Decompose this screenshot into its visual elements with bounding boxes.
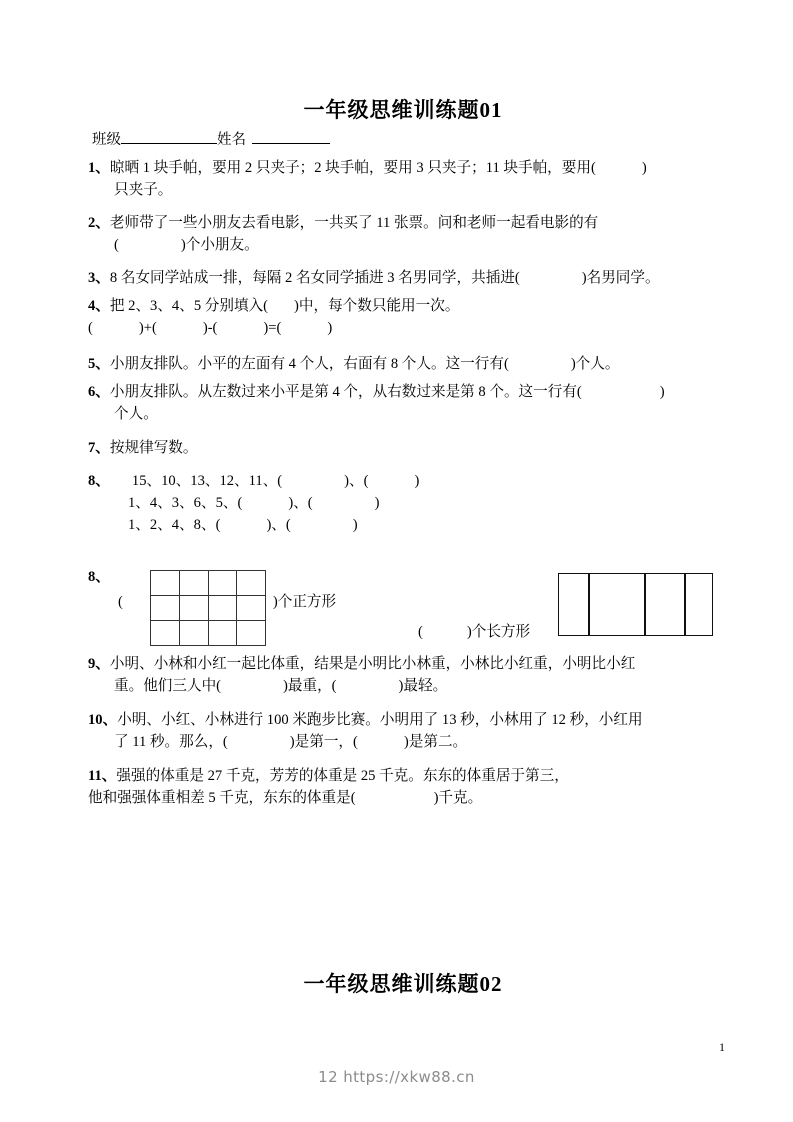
question-10-line1: 小明、小红、小林进行 100 米跑步比赛。小明用了 13 秒，小林用了 12 秒，小红用 bbox=[117, 712, 643, 728]
class-name-line bbox=[92, 128, 330, 149]
question-8-figures-number: 8、 bbox=[88, 569, 110, 585]
sequence-row-2-close: ) bbox=[374, 494, 380, 511]
question-8-sequences bbox=[88, 471, 720, 537]
question-4-equation bbox=[88, 318, 720, 340]
page-title-02: 一年级思维训练题02 bbox=[303, 972, 503, 996]
question-9-line2c: )最轻。 bbox=[398, 677, 448, 694]
question-4-line1: 把 2、3、4、5 分别填入( bbox=[109, 298, 269, 314]
question-8-number: 8、 bbox=[88, 473, 110, 489]
question-1 bbox=[88, 158, 720, 202]
sequence-row-3 bbox=[88, 515, 720, 537]
name-label: 姓名 bbox=[217, 132, 246, 148]
question-1-number: 1、 bbox=[88, 160, 110, 176]
question-10-line2a: 了 11 秒。那么，( bbox=[114, 733, 228, 750]
rectangle-count-grid bbox=[558, 573, 713, 636]
question-3-close: )名男同学。 bbox=[581, 270, 660, 286]
question-7-number: 7、 bbox=[88, 440, 110, 456]
sequence-row-2 bbox=[88, 493, 720, 515]
question-9-line2 bbox=[88, 676, 720, 698]
square-label-open: ( bbox=[118, 594, 123, 610]
watermark: 12 https://xkw88.cn bbox=[318, 1068, 475, 1086]
question-11-line2a: 他和强强体重相差 5 千克，东东的体重是( bbox=[88, 789, 356, 806]
question-6-line2: 个人。 bbox=[114, 405, 158, 422]
question-10-number: 10、 bbox=[88, 712, 118, 728]
question-5-close: )个人。 bbox=[570, 356, 620, 372]
question-2-line2 bbox=[88, 235, 720, 257]
question-4 bbox=[88, 296, 720, 340]
question-9 bbox=[88, 654, 720, 698]
question-2-close: )个小朋友。 bbox=[180, 236, 259, 253]
question-2-number: 2、 bbox=[88, 215, 110, 231]
page-title-01: 一年级思维训练题01 bbox=[303, 98, 503, 122]
square-label-close: )个正方形 bbox=[272, 594, 337, 610]
rectangle-count-label bbox=[418, 620, 530, 641]
question-2-open-paren: ( bbox=[114, 236, 119, 253]
question-9-line2a: 重。他们三人中( bbox=[114, 677, 222, 694]
sequence-row-3-close: ) bbox=[352, 516, 358, 533]
eq-close: ) bbox=[327, 319, 333, 336]
sequence-row-3-mid: )、( bbox=[266, 516, 291, 533]
question-1-line1: 晾晒 1 块手帕，要用 2 只夹子；2 块手帕，要用 3 只夹子；11 块手帕，要用( bbox=[109, 160, 596, 176]
eq-equals: )=( bbox=[263, 319, 282, 336]
question-6-number: 6、 bbox=[88, 384, 110, 400]
question-11 bbox=[88, 766, 720, 810]
square-count-label bbox=[118, 590, 336, 611]
question-9-number: 9、 bbox=[88, 656, 110, 672]
question-3 bbox=[88, 268, 720, 290]
question-5 bbox=[88, 354, 720, 376]
rect-label-open: ( bbox=[418, 624, 423, 640]
question-10-line2 bbox=[88, 732, 720, 754]
sequence-row-1-close: ) bbox=[414, 473, 420, 489]
question-3-line1: 8 名女同学站成一排，每隔 2 名女同学插进 3 名男同学，共插进( bbox=[109, 270, 520, 286]
sequence-row-3-numbers: 1、2、4、8、( bbox=[128, 516, 221, 533]
sequence-row-1-mid: )、( bbox=[344, 473, 369, 489]
question-7-text: 按规律写数。 bbox=[109, 440, 198, 456]
eq-open-1: ( bbox=[88, 319, 93, 336]
question-6-close: ) bbox=[659, 384, 665, 400]
question-11-number: 11、 bbox=[88, 768, 117, 784]
question-10-line2b: )是第一，( bbox=[289, 733, 358, 750]
question-9-line2b: )最重，( bbox=[283, 677, 337, 694]
name-write-rule[interactable] bbox=[252, 143, 330, 144]
question-6-line1: 小朋友排队。从左数过来小平是第 4 个，从右数过来是第 8 个。这一行有( bbox=[109, 384, 582, 400]
question-3-number: 3、 bbox=[88, 270, 110, 286]
question-2-line1: 老师带了一些小朋友去看电影，一共买了 11 张票。问和老师一起看电影的有 bbox=[109, 215, 599, 231]
question-10 bbox=[88, 710, 720, 754]
question-11-line1: 强强的体重是 27 千克，芳芳的体重是 25 千克。东东的体重居于第三， bbox=[116, 768, 569, 784]
sequence-row-2-mid: )、( bbox=[288, 494, 313, 511]
question-1-line1-close: ) bbox=[641, 160, 647, 176]
question-6 bbox=[88, 382, 720, 426]
question-9-line1: 小明、小林和小红一起比体重，结果是小明比小林重，小林比小红重，小明比小红 bbox=[109, 656, 636, 672]
question-5-line1: 小朋友排队。小平的左面有 4 个人，右面有 8 个人。这一行有( bbox=[109, 356, 509, 372]
question-2 bbox=[88, 213, 720, 257]
question-11-line2 bbox=[88, 788, 720, 810]
class-write-rule[interactable] bbox=[121, 143, 217, 144]
class-label: 班级 bbox=[92, 132, 121, 148]
eq-minus: )-( bbox=[202, 319, 218, 336]
page-number: 1 bbox=[719, 1040, 725, 1054]
question-7 bbox=[88, 438, 720, 460]
rect-label-close: )个长方形 bbox=[466, 624, 531, 640]
eq-plus: )+( bbox=[138, 319, 157, 336]
question-4-line1-mid: )中，每个数只能用一次。 bbox=[294, 298, 460, 314]
sequence-row-1-numbers: 15、10、13、12、11、( bbox=[131, 473, 283, 489]
question-11-line2b: )千克。 bbox=[433, 789, 483, 806]
question-5-number: 5、 bbox=[88, 356, 110, 372]
question-10-line2c: )是第二。 bbox=[403, 733, 468, 750]
question-4-number: 4、 bbox=[88, 298, 110, 314]
question-1-line2: 只夹子。 bbox=[114, 181, 173, 198]
sequence-row-2-numbers: 1、4、3、6、5、( bbox=[128, 494, 243, 511]
